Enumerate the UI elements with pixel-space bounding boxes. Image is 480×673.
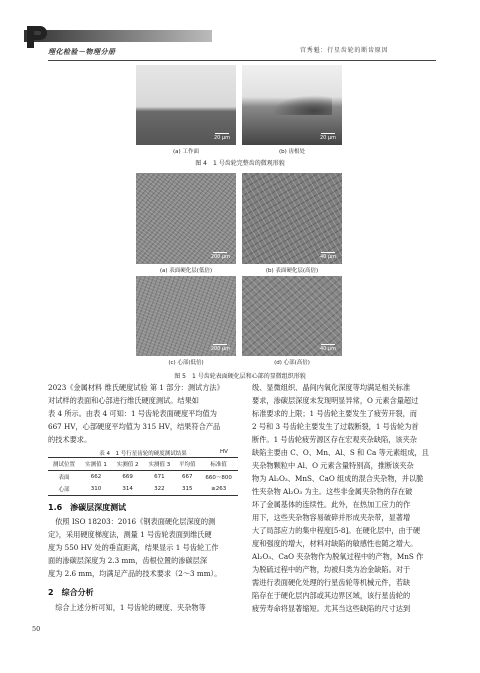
- fig4b-image: [242, 65, 342, 145]
- section-heading-2: 2 综合分析: [48, 588, 94, 597]
- table-header-row: [48, 458, 238, 471]
- table-header: 测试位置: [53, 462, 76, 468]
- paragraph-analysis: 综合上述分析可知，1 号齿轮的硬度、夹杂物等: [48, 603, 206, 612]
- table-header: 实测值 1: [85, 462, 107, 468]
- table-cell: 669: [122, 474, 133, 480]
- fig5b-scale-bar: 40 μm: [319, 254, 336, 260]
- fig5b-caption: (b) 表面硬化层(高倍): [265, 268, 319, 274]
- fig5-caption: 图 5 1 号齿轮表面硬化层和心部的显微组织形貌: [174, 373, 306, 380]
- journal-name: 理化检验－物理分册: [48, 48, 116, 56]
- fig4a-scale-bar: 20 μm: [213, 135, 230, 141]
- fig5c-caption: (c) 心部(低倍): [168, 360, 204, 366]
- table-cell: 322: [154, 486, 165, 492]
- table-row: [48, 483, 238, 496]
- table4-title: 表 4 1 号行星齿轮的硬度测试结果: [99, 451, 187, 457]
- table-header: 平均值: [179, 462, 196, 468]
- paragraph-hardness-test: 2023《金属材料 维氏硬度试验 第 1 部分：测试方法》 对试样的表面和心部进行维氏硬度测试。结果如 表 4 所示。由表 4 可知：1 号齿轮表面硬度平均值为 667 HV，心部硬度平均值为 315 HV，结果符合产品 的技术要求。: [48, 383, 224, 444]
- header-rule: [48, 60, 436, 61]
- fig4-caption: 图 4 1 号齿轮完整齿的微观形貌: [195, 160, 285, 167]
- table-cell: ≥263: [211, 486, 227, 492]
- journal-logo: [24, 28, 212, 44]
- table-cell: 315: [182, 486, 193, 492]
- table-cell: 667: [182, 474, 193, 480]
- fig5d-image: [242, 276, 342, 356]
- fig5a-image: [136, 173, 236, 264]
- journal-p-mark-icon: [24, 24, 48, 48]
- table-cell: 671: [154, 474, 165, 480]
- fig5a-caption: (a) 表面硬化层(低倍): [159, 268, 213, 274]
- hardness-table: [48, 457, 238, 496]
- table-header: 标准值: [210, 462, 227, 468]
- table4-unit: HV: [220, 449, 228, 455]
- table-row: [48, 471, 238, 484]
- table-cell: 表面: [58, 475, 70, 481]
- table-cell: 660～800: [205, 475, 232, 481]
- fig4b-caption: (b) 齿根处: [278, 149, 306, 155]
- table-cell: 314: [122, 486, 133, 492]
- running-head: 宫秀魁：行星齿轮的断齿原因: [300, 47, 389, 54]
- fig4b-scale-bar: 20 μm: [319, 135, 336, 141]
- page-number: 50: [32, 625, 41, 633]
- paragraph-right-column: 级、显微组织、晶间内氧化深度等均满足相关标准 要求，渗碳层深度未发现明显异常，O 元素含量超过 标准要求的上限；1 号齿轮主要发生了疲劳开裂，而 2 号和 3 号齿轮主要发生了过载断裂，1 号齿轮为首 断件。1 号齿轮疲劳源区存在宏观夹杂缺陷，该夹杂 缺陷主要由 C、O、Mn、Al、S 和 Ca 等元素组成，且 夹杂物颗粒中 Al、O 元素含量特别高，推断该夹杂 物为 Al₂O₃、MnS、CaO 组成的混合夹杂物，并以脆 性夹杂物 Al₂O₃ 为主。这些非金属夹杂物的存在破 坏了金属基体的连续性。此外，在热加工应力的作 用下，这些夹杂物容易破碎并形成夹杂带，显著增 大了局部应力的集中程度[5-8]。在硬化层中，由于硬 度和强度的增大，材料对缺陷的敏感性也随之增大。 Al₂O₃、CaO 夹杂物作为脱氧过程中的产物，MnS 作 为脱硫过程中的产物，均被归类为冶金缺陷。对于 需进行表面硬化处理的行星齿轮等机械元件，若缺 陷存在于硬化层内部或其边界区域，该行星齿轮的 疲劳寿命将显著缩短。尤其当这些缺陷的尺寸达到: [252, 383, 429, 613]
- fig5a-scale-bar: 200 μm: [210, 254, 230, 260]
- table-cell: 310: [90, 486, 102, 492]
- fig5c-image: [136, 276, 236, 356]
- fig4a-image: [136, 65, 236, 145]
- paragraph-case-depth: 依照 ISO 18203：2016《钢表面硬化层深度的测 定》，采用硬度梯度法，测量 1 号齿轮表面到维氏硬 度为 550 HV 处的垂直距离，结果显示 1 号齿轮工作 面的渗碳层深度为 2.3 mm，齿根位置的渗碳层深 度为 2.6 mm，均满足产品的技术要求（2～3 mm）。: [48, 517, 222, 578]
- fig5b-image: [242, 173, 342, 264]
- fig4a-caption: (a) 工作面: [173, 149, 199, 155]
- table-cell: 心部: [58, 487, 70, 493]
- fig5d-caption: (d) 心部(高倍): [274, 360, 310, 366]
- table-header: 实测值 3: [148, 462, 171, 468]
- fig5d-scale-bar: 40 μm: [319, 346, 336, 352]
- table-cell: 662: [90, 474, 102, 480]
- fig5c-scale-bar: 200 μm: [210, 346, 230, 352]
- table-header: 实测值 2: [116, 462, 139, 468]
- section-heading-1-6: 1.6 渗碳层深度测试: [48, 503, 127, 512]
